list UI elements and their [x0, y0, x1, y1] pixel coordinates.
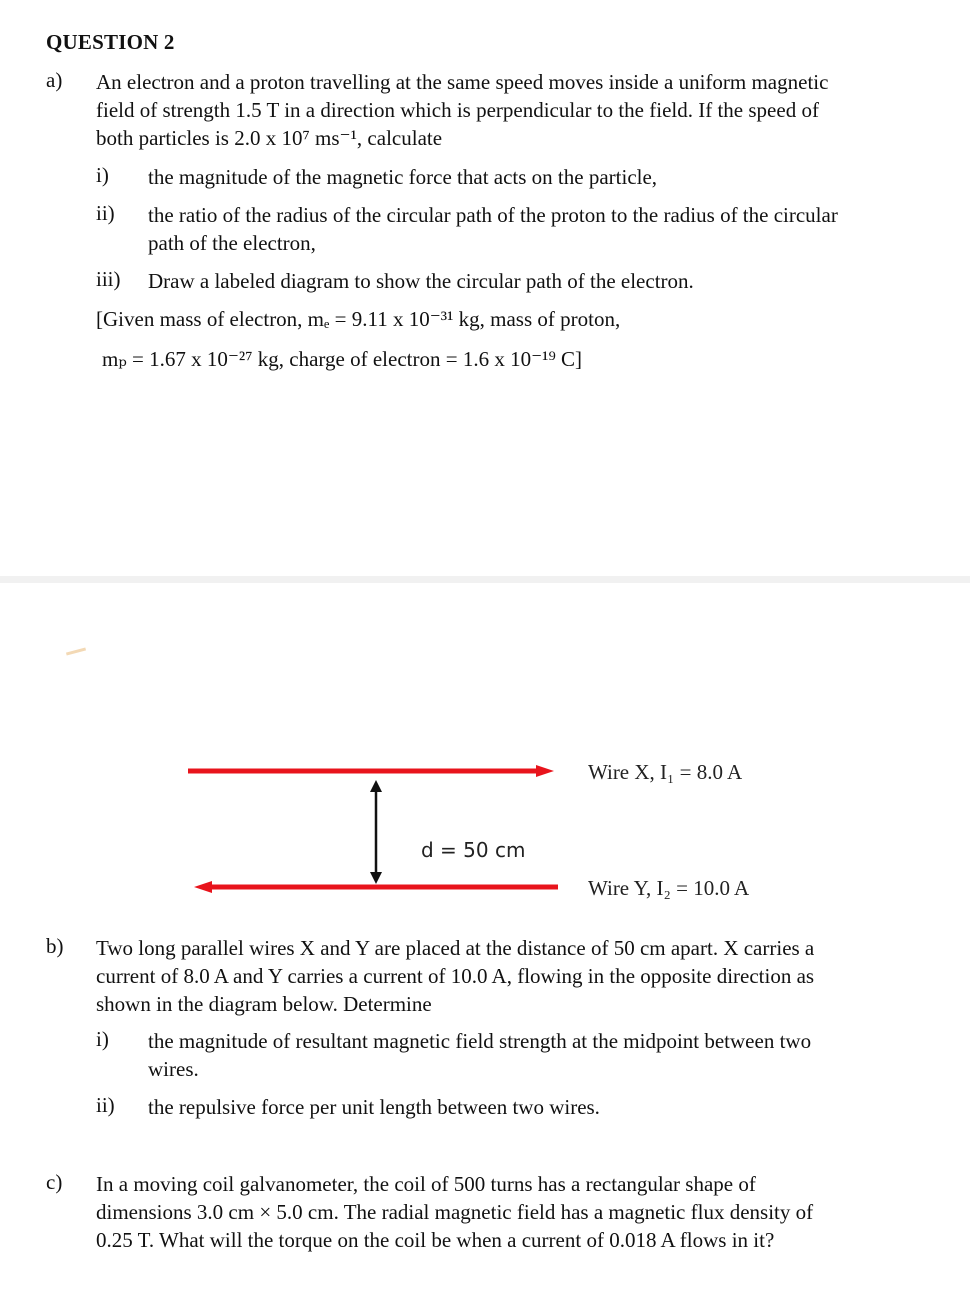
part-b-i-text: [148, 1027, 928, 1083]
part-a-i-number: i): [96, 163, 109, 187]
given-values-line-1: [Given mass of electron, mₑ = 9.11 x 10⁻³¹ kg, mass of proton,: [96, 307, 621, 331]
part-b-ii-text: the repulsive force per unit length between two wires.: [148, 1095, 600, 1119]
part-a-ii-line: path of the electron,: [148, 231, 316, 255]
part-c-text: [96, 1170, 928, 1254]
distance-label: d = 50 cm: [421, 838, 526, 862]
part-a-line: An electron and a proton travelling at the same speed moves inside a uniform magnetic: [96, 70, 829, 94]
distance-arrowhead-top: [370, 780, 382, 792]
part-b-line: current of 8.0 A and Y carries a current of 10.0 A, flowing in the opposite direction as: [96, 964, 815, 988]
part-a-ii-line: the ratio of the radius of the circular path of the proton to the radius of the circular: [148, 203, 838, 227]
part-b-i-line: the magnitude of resultant magnetic field strength at the midpoint between two: [148, 1029, 812, 1053]
part-c-line: In a moving coil galvanometer, the coil of 500 turns has a rectangular shape of: [96, 1172, 756, 1196]
part-a-label: a): [46, 68, 63, 92]
page-divider: [0, 576, 970, 583]
part-a-iii-text: Draw a labeled diagram to show the circular path of the electron.: [148, 269, 694, 293]
part-b-i-number: i): [96, 1027, 109, 1051]
part-b-ii-number: ii): [96, 1093, 115, 1117]
part-a-line: both particles is 2.0 x 10⁷ ms⁻¹, calculate: [96, 126, 443, 150]
question-heading: QUESTION 2: [46, 30, 175, 54]
part-c-line: dimensions 3.0 cm × 5.0 cm. The radial magnetic field has a magnetic flux density of: [96, 1200, 814, 1224]
wire-x-label: Wire X, I₁ = 8.0 A: [588, 760, 743, 784]
part-c-label: c): [46, 1170, 63, 1194]
wire-y-label: Wire Y, I₂ = 10.0 A: [588, 876, 750, 900]
wire-y-arrowhead: [194, 881, 212, 893]
part-b-text: [96, 934, 928, 1018]
part-a-ii-text: [148, 201, 928, 257]
part-b-label: b): [46, 934, 64, 958]
part-a-text: [96, 68, 928, 152]
part-a-i-text: the magnitude of the magnetic force that acts on the particle,: [148, 165, 658, 189]
part-b-i-line: wires.: [148, 1057, 199, 1081]
given-values-line-2: mₚ = 1.67 x 10⁻²⁷ kg, charge of electron = 1.6 x 10⁻¹⁹ C]: [102, 347, 583, 371]
part-b-line: Two long parallel wires X and Y are placed at the distance of 50 cm apart. X carries a: [96, 936, 815, 960]
wire-x-arrowhead: [536, 765, 554, 777]
distance-arrowhead-bottom: [370, 872, 382, 884]
part-a-line: field of strength 1.5 T in a direction which is perpendicular to the field. If the speed of: [96, 98, 819, 122]
part-b-line: shown in the diagram below. Determine: [96, 992, 432, 1016]
part-a-iii-number: iii): [96, 267, 121, 291]
part-a-ii-number: ii): [96, 201, 115, 225]
stray-mark: [66, 647, 86, 655]
part-c-line: 0.25 T. What will the torque on the coil be when a current of 0.018 A flows in it?: [96, 1228, 775, 1252]
